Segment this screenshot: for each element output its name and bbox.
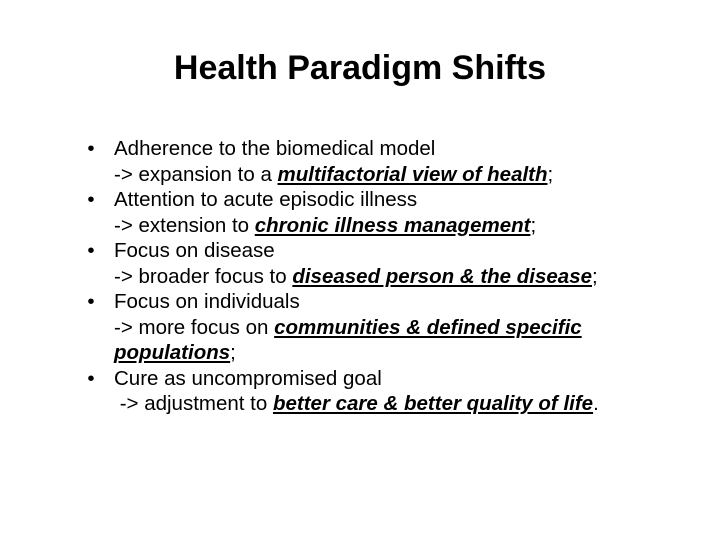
bullet-list <box>84 136 694 417</box>
bullet-lead: Focus on disease <box>114 239 275 262</box>
bullet-emphasis: diseased person & the disease <box>292 264 592 288</box>
bullet-item <box>84 136 694 187</box>
bullet-item <box>84 187 694 238</box>
bullet-icon: • <box>87 239 95 262</box>
bullet-detail <box>114 213 694 239</box>
bullet-detail <box>114 315 694 366</box>
bullet-emphasis: communities & defined specific populations <box>114 315 582 364</box>
bullet-lead: Adherence to the biomedical model <box>114 137 436 160</box>
bullet-suffix: ; <box>530 213 537 237</box>
bullet-lead: Cure as uncompromised goal <box>114 366 382 390</box>
bullet-lead: Focus on individuals <box>114 290 300 313</box>
bullet-suffix: ; <box>230 341 236 364</box>
bullet-prefix: -> more focus on <box>114 315 275 339</box>
slide-title <box>0 46 720 90</box>
bullet-suffix: ; <box>547 162 554 186</box>
bullet-emphasis: chronic illness management <box>254 213 531 237</box>
bullet-prefix: -> extension to <box>114 213 255 237</box>
bullet-item <box>84 238 694 289</box>
bullet-detail <box>114 264 694 290</box>
bullet-suffix: ; <box>592 264 598 288</box>
bullet-emphasis: multifactorial view of health <box>277 162 548 186</box>
bullet-item <box>84 366 694 417</box>
bullet-icon: • <box>87 137 95 160</box>
bullet-icon: • <box>87 188 95 211</box>
slide-title-text: Health Paradigm Shifts <box>173 49 547 87</box>
bullet-icon: • <box>87 290 95 313</box>
bullet-emphasis: better care & better quality of life <box>272 392 594 415</box>
bullet-prefix: -> adjustment to <box>114 392 273 415</box>
bullet-detail <box>114 162 694 188</box>
bullet-detail <box>114 391 694 417</box>
bullet-icon: • <box>87 366 95 390</box>
bullet-prefix: -> expansion to a <box>114 162 278 186</box>
bullet-lead: Attention to acute episodic illness <box>114 188 418 211</box>
bullet-suffix: . <box>593 392 599 415</box>
bullet-item <box>84 289 694 366</box>
bullet-prefix: -> broader focus to <box>114 264 293 288</box>
